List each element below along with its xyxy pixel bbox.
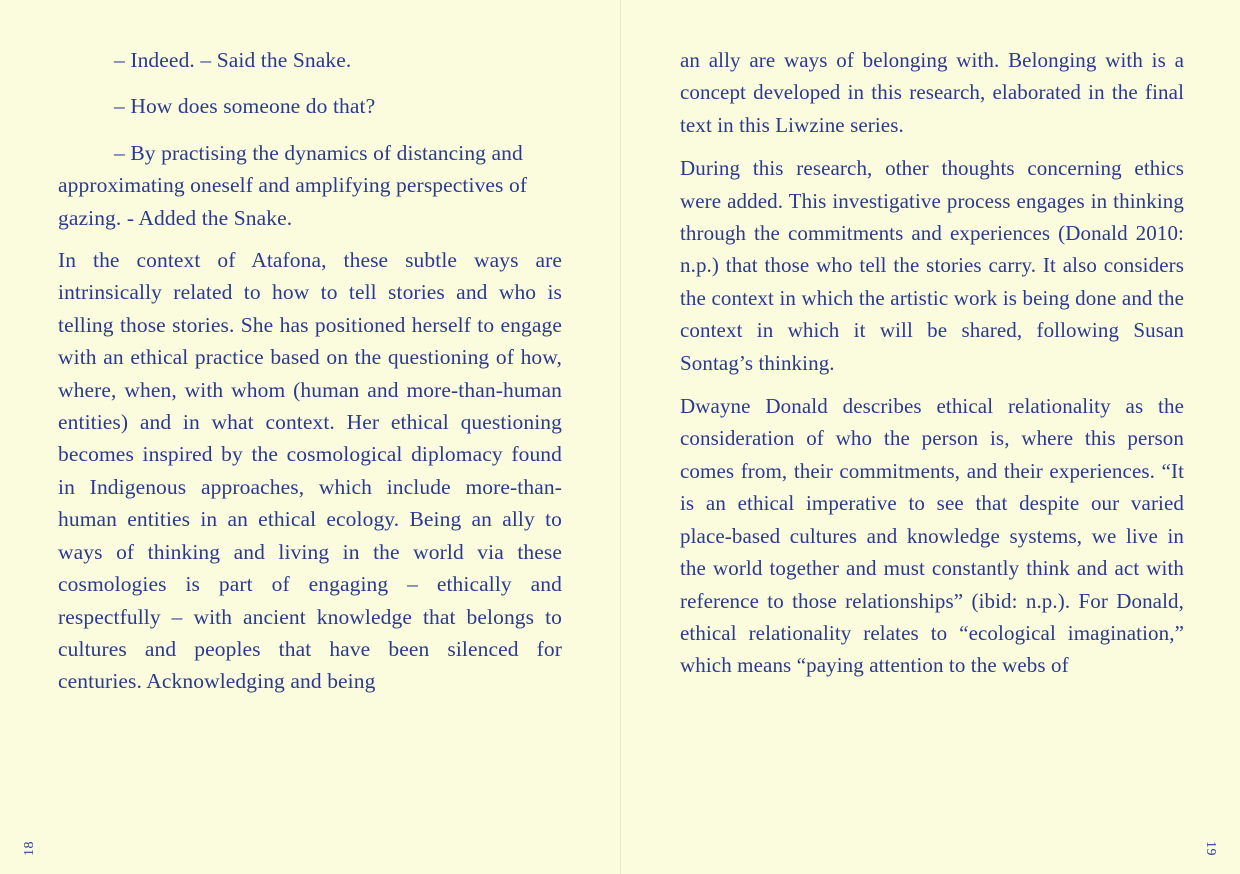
paragraph: – How does someone do that? [114, 94, 376, 119]
paragraph: During this research, other thoughts concerning ethics were added. This investigative process engages in thinking through the commitments and experiences (Donald 2010: n.p.) that those who tell the stories carry. It also considers the context in which the artistic work is being done and the context in which it will be shared, following Susan Sontag’s thinking. [680, 156, 1184, 375]
page-number-left: 18 [22, 841, 37, 856]
page-number-right: 19 [1203, 841, 1218, 856]
paragraph: – By practising the dynamics of distancing and approximating oneself and amplifying perspectives of gazing. - Added the Snake. [58, 140, 528, 230]
page-right-text-column [680, 44, 1184, 693]
paragraph: Dwayne Donald describes ethical relationality as the consideration of who the person is, where this person comes from, their commitments, and their experiences. “It is an ethical imperative to see that despite our varied place-based cultures and knowledge systems, we live in the world together and must constantly think and act with reference to those relationships” (ibid: n.p.). For Donald, ethical relationality relates to “ecological imagination,” which means “paying attention to the webs of [680, 394, 1184, 678]
page-left-text-column [58, 44, 562, 698]
paragraph: In the context of Atafona, these subtle ways are intrinsically related to how to tell stories and who is telling those stories. She has positioned herself to engage with an ethical practice based on the questioning of how, where, when, with whom (human and more-than-human entities) and in what context. Her ethical questioning becomes inspired by the cosmological diplomacy found in Indigenous approaches, which include more-than-human entities in an ethical ecology. Being an ally to ways of thinking and living in the world via these cosmologies is part of engaging – ethically and respectfully – with ancient knowledge that belongs to cultures and peoples that have been silenced for centuries. Acknowledging and being [58, 248, 562, 694]
paragraph: an ally are ways of belonging with. Belonging with is a concept developed in this research, elaborated in the final text in this Liwzine series. [680, 48, 1184, 137]
paragraph: – Indeed. – Said the Snake. [114, 48, 352, 72]
page-right [620, 0, 1240, 874]
